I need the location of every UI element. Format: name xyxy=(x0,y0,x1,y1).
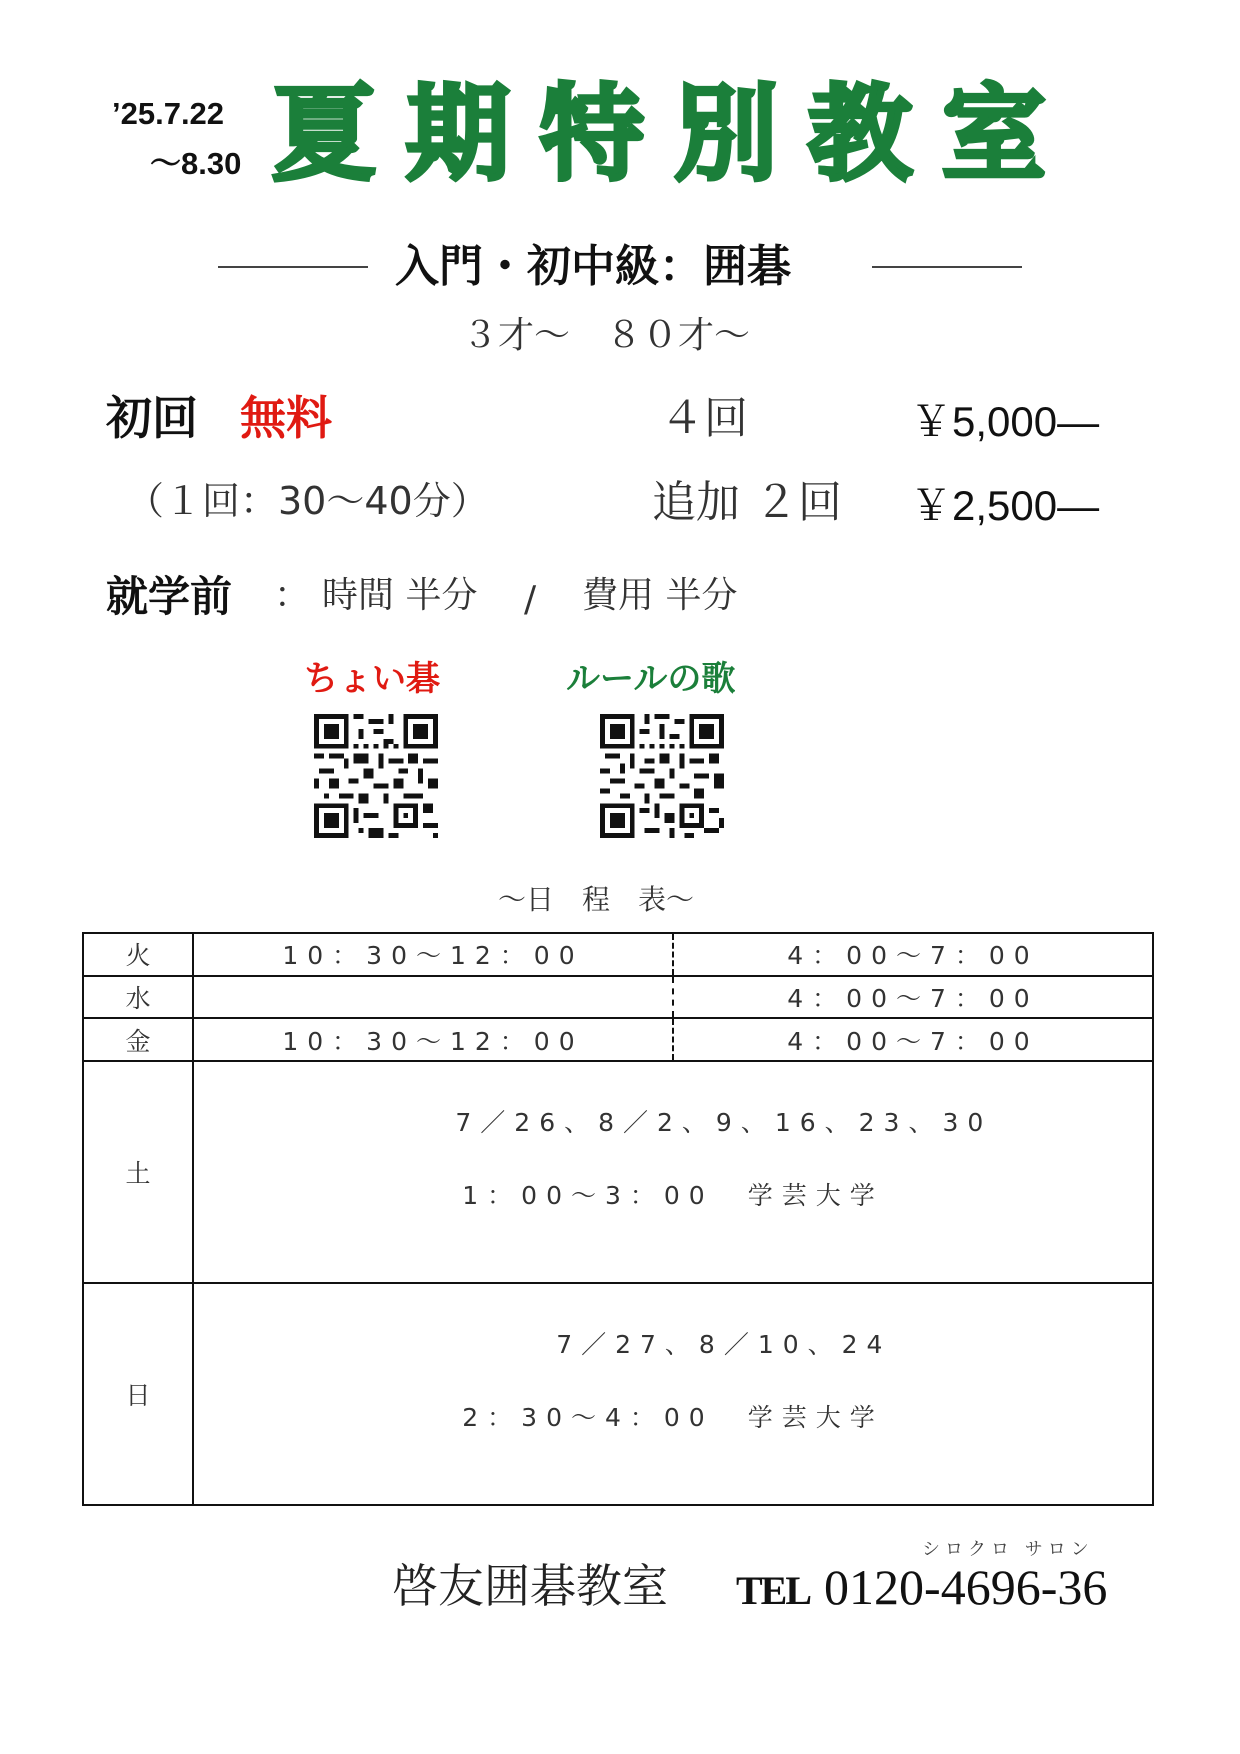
sunday-time-place: 2：30〜4：00 学芸大学 xyxy=(462,1402,884,1432)
preschool-slash: / xyxy=(524,579,537,620)
tel-label: TEL xyxy=(736,1568,811,1613)
saturday-time-place: 1：00〜3：00 学芸大学 xyxy=(462,1180,884,1210)
am-slot: 10：30〜12：00 xyxy=(193,933,673,976)
phone-number[interactable] xyxy=(736,1559,1108,1615)
day-cell: 火 xyxy=(83,933,193,976)
age-range: ３才〜 ８０才〜 xyxy=(462,315,751,356)
preschool-fee: 費用 半分 xyxy=(582,575,738,616)
day-cell: 金 xyxy=(83,1018,193,1061)
schedule-table xyxy=(82,932,1154,1506)
sunday-dates: 7／27、8／10、24 xyxy=(556,1329,892,1359)
first-lesson-duration: （１回：30〜40分） xyxy=(126,479,489,523)
am-slot: 10：30〜12：00 xyxy=(193,1018,673,1061)
table-row xyxy=(83,1283,1153,1505)
divider-left xyxy=(218,266,368,268)
saturday-dates: 7／26、8／2、9、16、23、30 xyxy=(455,1107,993,1137)
pm-slot: 4：00〜7：00 xyxy=(673,976,1153,1019)
plan2-label: 追加 ２回 xyxy=(652,477,842,528)
qr-code-rule-song[interactable] xyxy=(600,714,724,838)
qr-code-choigo[interactable] xyxy=(314,714,438,838)
day-cell: 水 xyxy=(83,976,193,1019)
preschool-separator: ： xyxy=(274,575,311,616)
am-slot xyxy=(193,976,673,1019)
school-name-reading: シロクロ サロン xyxy=(922,1539,1094,1560)
preschool-time: 時間 半分 xyxy=(322,575,478,616)
plan2-price: ￥2,500— xyxy=(910,482,1100,529)
date-start: ’25.7.22 xyxy=(112,96,225,131)
qr-label-choigo: ちょい碁 xyxy=(304,659,440,699)
table-row xyxy=(83,1018,1153,1061)
tel-number[interactable]: 0120-4696-36 xyxy=(824,1559,1108,1615)
pm-slot: 4：00〜7：00 xyxy=(673,1018,1153,1061)
first-lesson-free: 無料 xyxy=(240,391,332,445)
plan1-price: ￥5,000— xyxy=(910,398,1100,445)
divider-right xyxy=(872,266,1022,268)
pm-slot: 4：00〜7：00 xyxy=(673,933,1153,976)
sunday-schedule xyxy=(193,1283,1153,1505)
course-subtitle: 入門・初中級：囲碁 xyxy=(395,241,791,292)
preschool-label: 就学前 xyxy=(106,572,233,621)
schedule-title: 〜日 程 表〜 xyxy=(498,883,695,916)
school-name: 啓友囲碁教室 xyxy=(392,1559,668,1613)
table-row xyxy=(83,976,1153,1019)
date-end: 〜8.30 xyxy=(150,146,242,181)
day-cell: 日 xyxy=(83,1283,193,1505)
table-row xyxy=(83,933,1153,976)
first-lesson-label: 初回 xyxy=(106,391,198,445)
saturday-schedule xyxy=(193,1061,1153,1283)
qr-label-rule-song: ルールの歌 xyxy=(566,659,736,699)
table-row xyxy=(83,1061,1153,1283)
page-title: 夏期特別教室 xyxy=(272,73,1077,195)
day-cell: 土 xyxy=(83,1061,193,1283)
plan1-label: ４回 xyxy=(660,393,748,444)
